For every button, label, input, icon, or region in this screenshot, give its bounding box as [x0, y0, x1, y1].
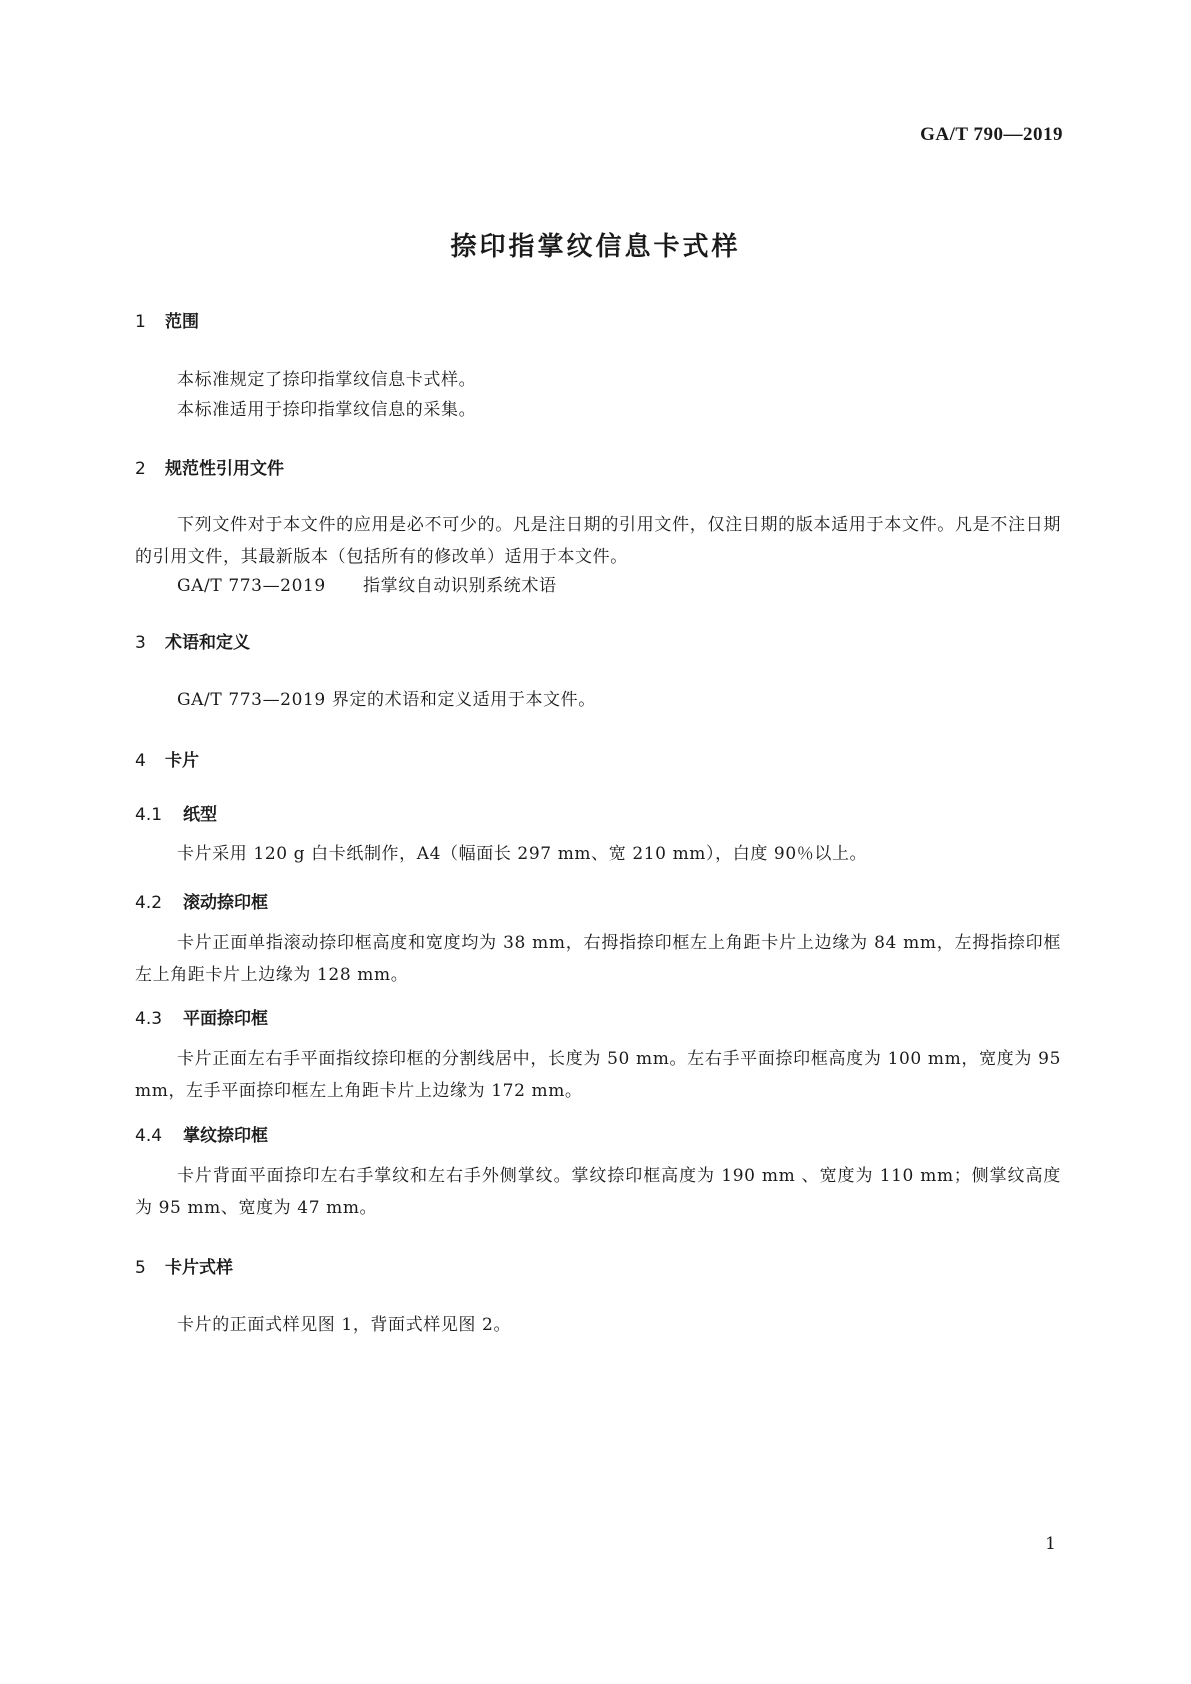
reference-title: 指掌纹自动识别系统术语: [363, 576, 557, 596]
subsection-title: 纸型: [183, 805, 217, 825]
reference-code: GA/T 773—2019: [177, 576, 326, 596]
normative-reference: [177, 571, 557, 596]
subsection-number: 4.1: [135, 805, 163, 825]
section-heading: [135, 307, 199, 332]
paragraph: GA/T 773—2019 界定的术语和定义适用于本文件。: [177, 690, 596, 710]
subsection-heading: [135, 800, 217, 825]
paragraph: 卡片正面单指滚动捺印框高度和宽度均为 38 mm，右拇指捺印框左上角距卡片上边缘为 84 mm，左拇指捺印框左上角距卡片上边缘为 128 mm。: [135, 933, 1061, 985]
subsection-number: 4.4: [135, 1126, 163, 1146]
page-title: 捺印指掌纹信息卡式样: [450, 232, 741, 262]
section-heading: [135, 1253, 233, 1278]
paragraph: 卡片采用 120 g 白卡纸制作，A4（幅面长 297 mm、宽 210 mm），白度 90％以上。: [177, 844, 868, 864]
document-number: GA/T 790—2019: [920, 124, 1063, 145]
paragraph: 卡片的正面式样见图 1，背面式样见图 2。: [177, 1315, 512, 1335]
section-number: 1: [135, 312, 146, 332]
paragraph: 下列文件对于本文件的应用是必不可少的。凡是注日期的引用文件，仅注日期的版本适用于本文件。凡是不注日期的引用文件，其最新版本（包括所有的修改单）适用于本文件。: [135, 515, 1061, 567]
section-heading: [135, 746, 199, 771]
section-heading: [135, 454, 284, 479]
section-title: 术语和定义: [165, 633, 250, 653]
section-title: 卡片式样: [165, 1258, 233, 1278]
subsection-number: 4.3: [135, 1009, 163, 1029]
paragraph: 本标准规定了捺印指掌纹信息卡式样。: [177, 370, 477, 390]
section-title: 范围: [165, 312, 199, 332]
section-number: 2: [135, 459, 146, 479]
subsection-title: 平面捺印框: [183, 1009, 268, 1029]
subsection-heading: [135, 1121, 268, 1146]
section-title: 卡片: [165, 751, 199, 771]
section-heading: [135, 628, 250, 653]
paragraph: 本标准适用于捺印指掌纹信息的采集。: [177, 400, 477, 420]
paragraph: 卡片正面左右手平面指纹捺印框的分割线居中，长度为 50 mm。左右手平面捺印框高度为 100 mm，宽度为 95 mm，左手平面捺印框左上角距卡片上边缘为 172 mm。: [135, 1049, 1061, 1101]
subsection-heading: [135, 888, 268, 913]
section-number: 4: [135, 751, 146, 771]
subsection-title: 滚动捺印框: [183, 893, 268, 913]
subsection-heading: [135, 1004, 268, 1029]
subsection-title: 掌纹捺印框: [183, 1126, 268, 1146]
section-title: 规范性引用文件: [165, 459, 284, 479]
section-number: 5: [135, 1258, 146, 1278]
paragraph: 卡片背面平面捺印左右手掌纹和左右手外侧掌纹。掌纹捺印框高度为 190 mm 、宽度为 110 mm；侧掌纹高度为 95 mm、宽度为 47 mm。: [135, 1166, 1061, 1218]
page-number: 1: [1045, 1534, 1056, 1554]
subsection-number: 4.2: [135, 893, 163, 913]
section-number: 3: [135, 633, 146, 653]
